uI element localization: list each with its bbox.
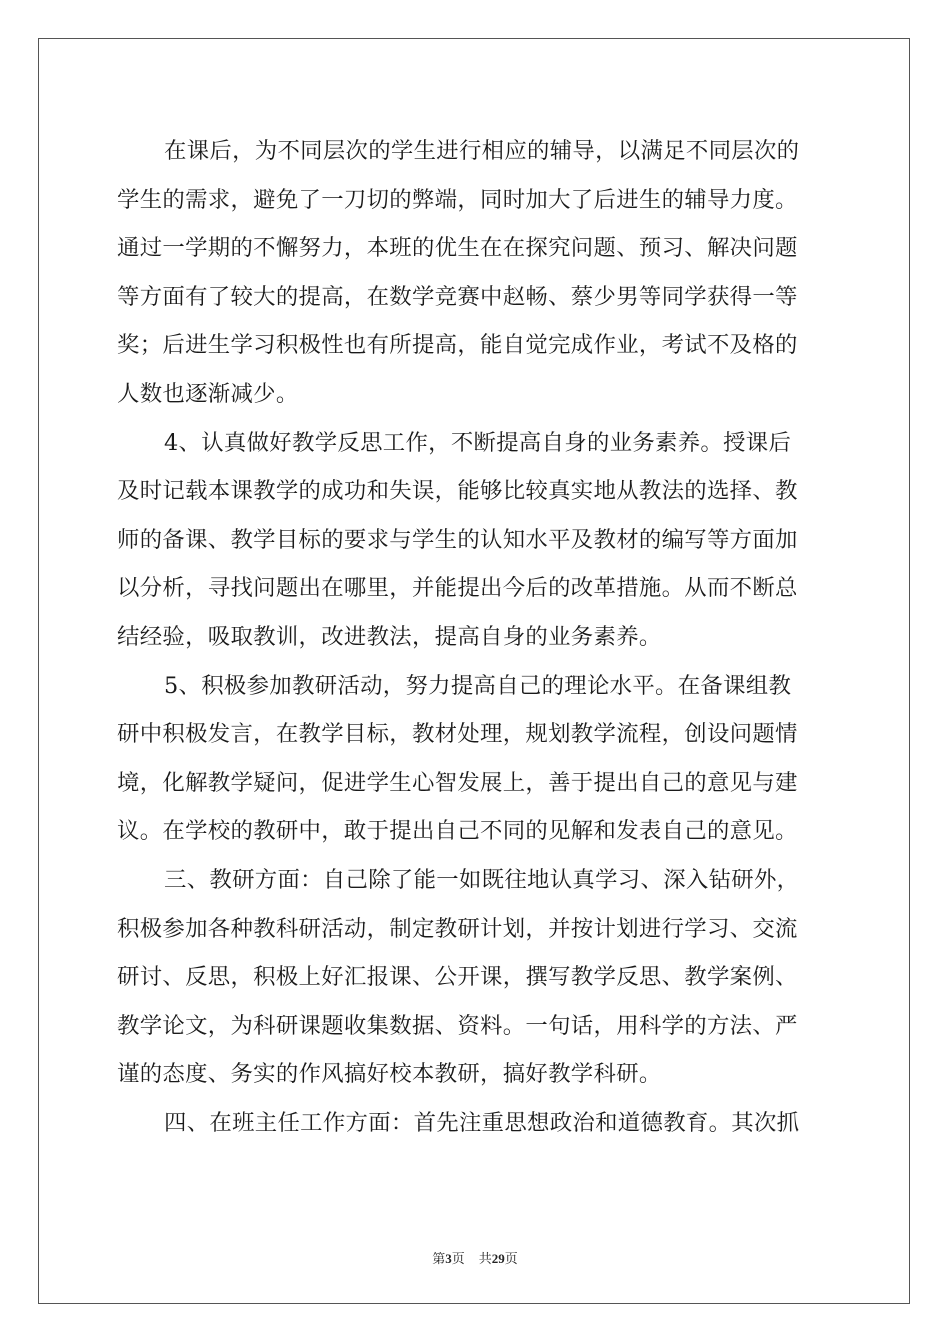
text-line: 四、在班主任工作方面：首先注重思想政治和道德教育。其次抓 bbox=[164, 1109, 800, 1136]
text-line: 人数也逐渐减少。 bbox=[117, 380, 299, 407]
text-line: 等方面有了较大的提高，在数学竞赛中赵畅、蔡少男等同学获得一等 bbox=[117, 283, 798, 310]
text-line: 教学论文，为科研课题收集数据、资料。一句话，用科学的方法、严 bbox=[117, 1012, 798, 1039]
page-number-current: 3 bbox=[445, 1251, 452, 1266]
text-line: 研讨、反思，积极上好汇报课、公开课，撰写教学反思、教学案例、 bbox=[117, 964, 798, 991]
text-line: 4、认真做好教学反思工作，不断提高自身的业务素养。授课后 bbox=[164, 429, 792, 456]
page-footer bbox=[0, 1248, 950, 1267]
page-total-count: 29 bbox=[491, 1251, 505, 1266]
page-total-suffix: 页 bbox=[504, 1251, 518, 1266]
text-line: 学生的需求，避免了一刀切的弊端，同时加大了后进生的辅导力度。 bbox=[117, 186, 798, 213]
text-line: 积极参加各种教科研活动，制定教研计划，并按计划进行学习、交流 bbox=[117, 915, 798, 942]
text-line: 师的备课、教学目标的要求与学生的认知水平及教材的编写等方面加 bbox=[117, 526, 798, 553]
text-line: 通过一学期的不懈努力，本班的优生在在探究问题、预习、解决问题 bbox=[117, 235, 798, 262]
page-total-prefix: 共 bbox=[478, 1251, 492, 1266]
text-line: 奖；后进生学习积极性也有所提高，能自觉完成作业，考试不及格的 bbox=[117, 332, 798, 359]
text-line: 以分析，寻找问题出在哪里，并能提出今后的改革措施。从而不断总 bbox=[117, 575, 798, 602]
text-line: 三、教研方面：自己除了能一如既往地认真学习、深入钻研外， bbox=[164, 866, 800, 893]
text-line: 在课后，为不同层次的学生进行相应的辅导，以满足不同层次的 bbox=[164, 138, 800, 164]
text-line: 境，化解教学疑问，促进学生心智发展上，善于提出自己的意见与建 bbox=[117, 769, 798, 796]
text-line: 5、积极参加教研活动，努力提高自己的理论水平。在备课组教 bbox=[164, 672, 792, 699]
page-number-suffix: 页 bbox=[451, 1251, 465, 1266]
page-number-prefix: 第 bbox=[432, 1251, 446, 1266]
text-line: 议。在学校的教研中，敢于提出自己不同的见解和发表自己的意见。 bbox=[117, 818, 798, 845]
text-line: 研中积极发言，在教学目标，教材处理，规划教学流程，创设问题情 bbox=[117, 721, 798, 748]
text-line: 谨的态度、务实的作风搞好校本教研，搞好教学科研。 bbox=[117, 1061, 662, 1088]
document-body bbox=[117, 127, 835, 1147]
text-line: 及时记载本课教学的成功和失误，能够比较真实地从教法的选择、教 bbox=[117, 478, 798, 505]
text-line: 结经验，吸取教训，改进教法，提高自身的业务素养。 bbox=[117, 623, 662, 650]
